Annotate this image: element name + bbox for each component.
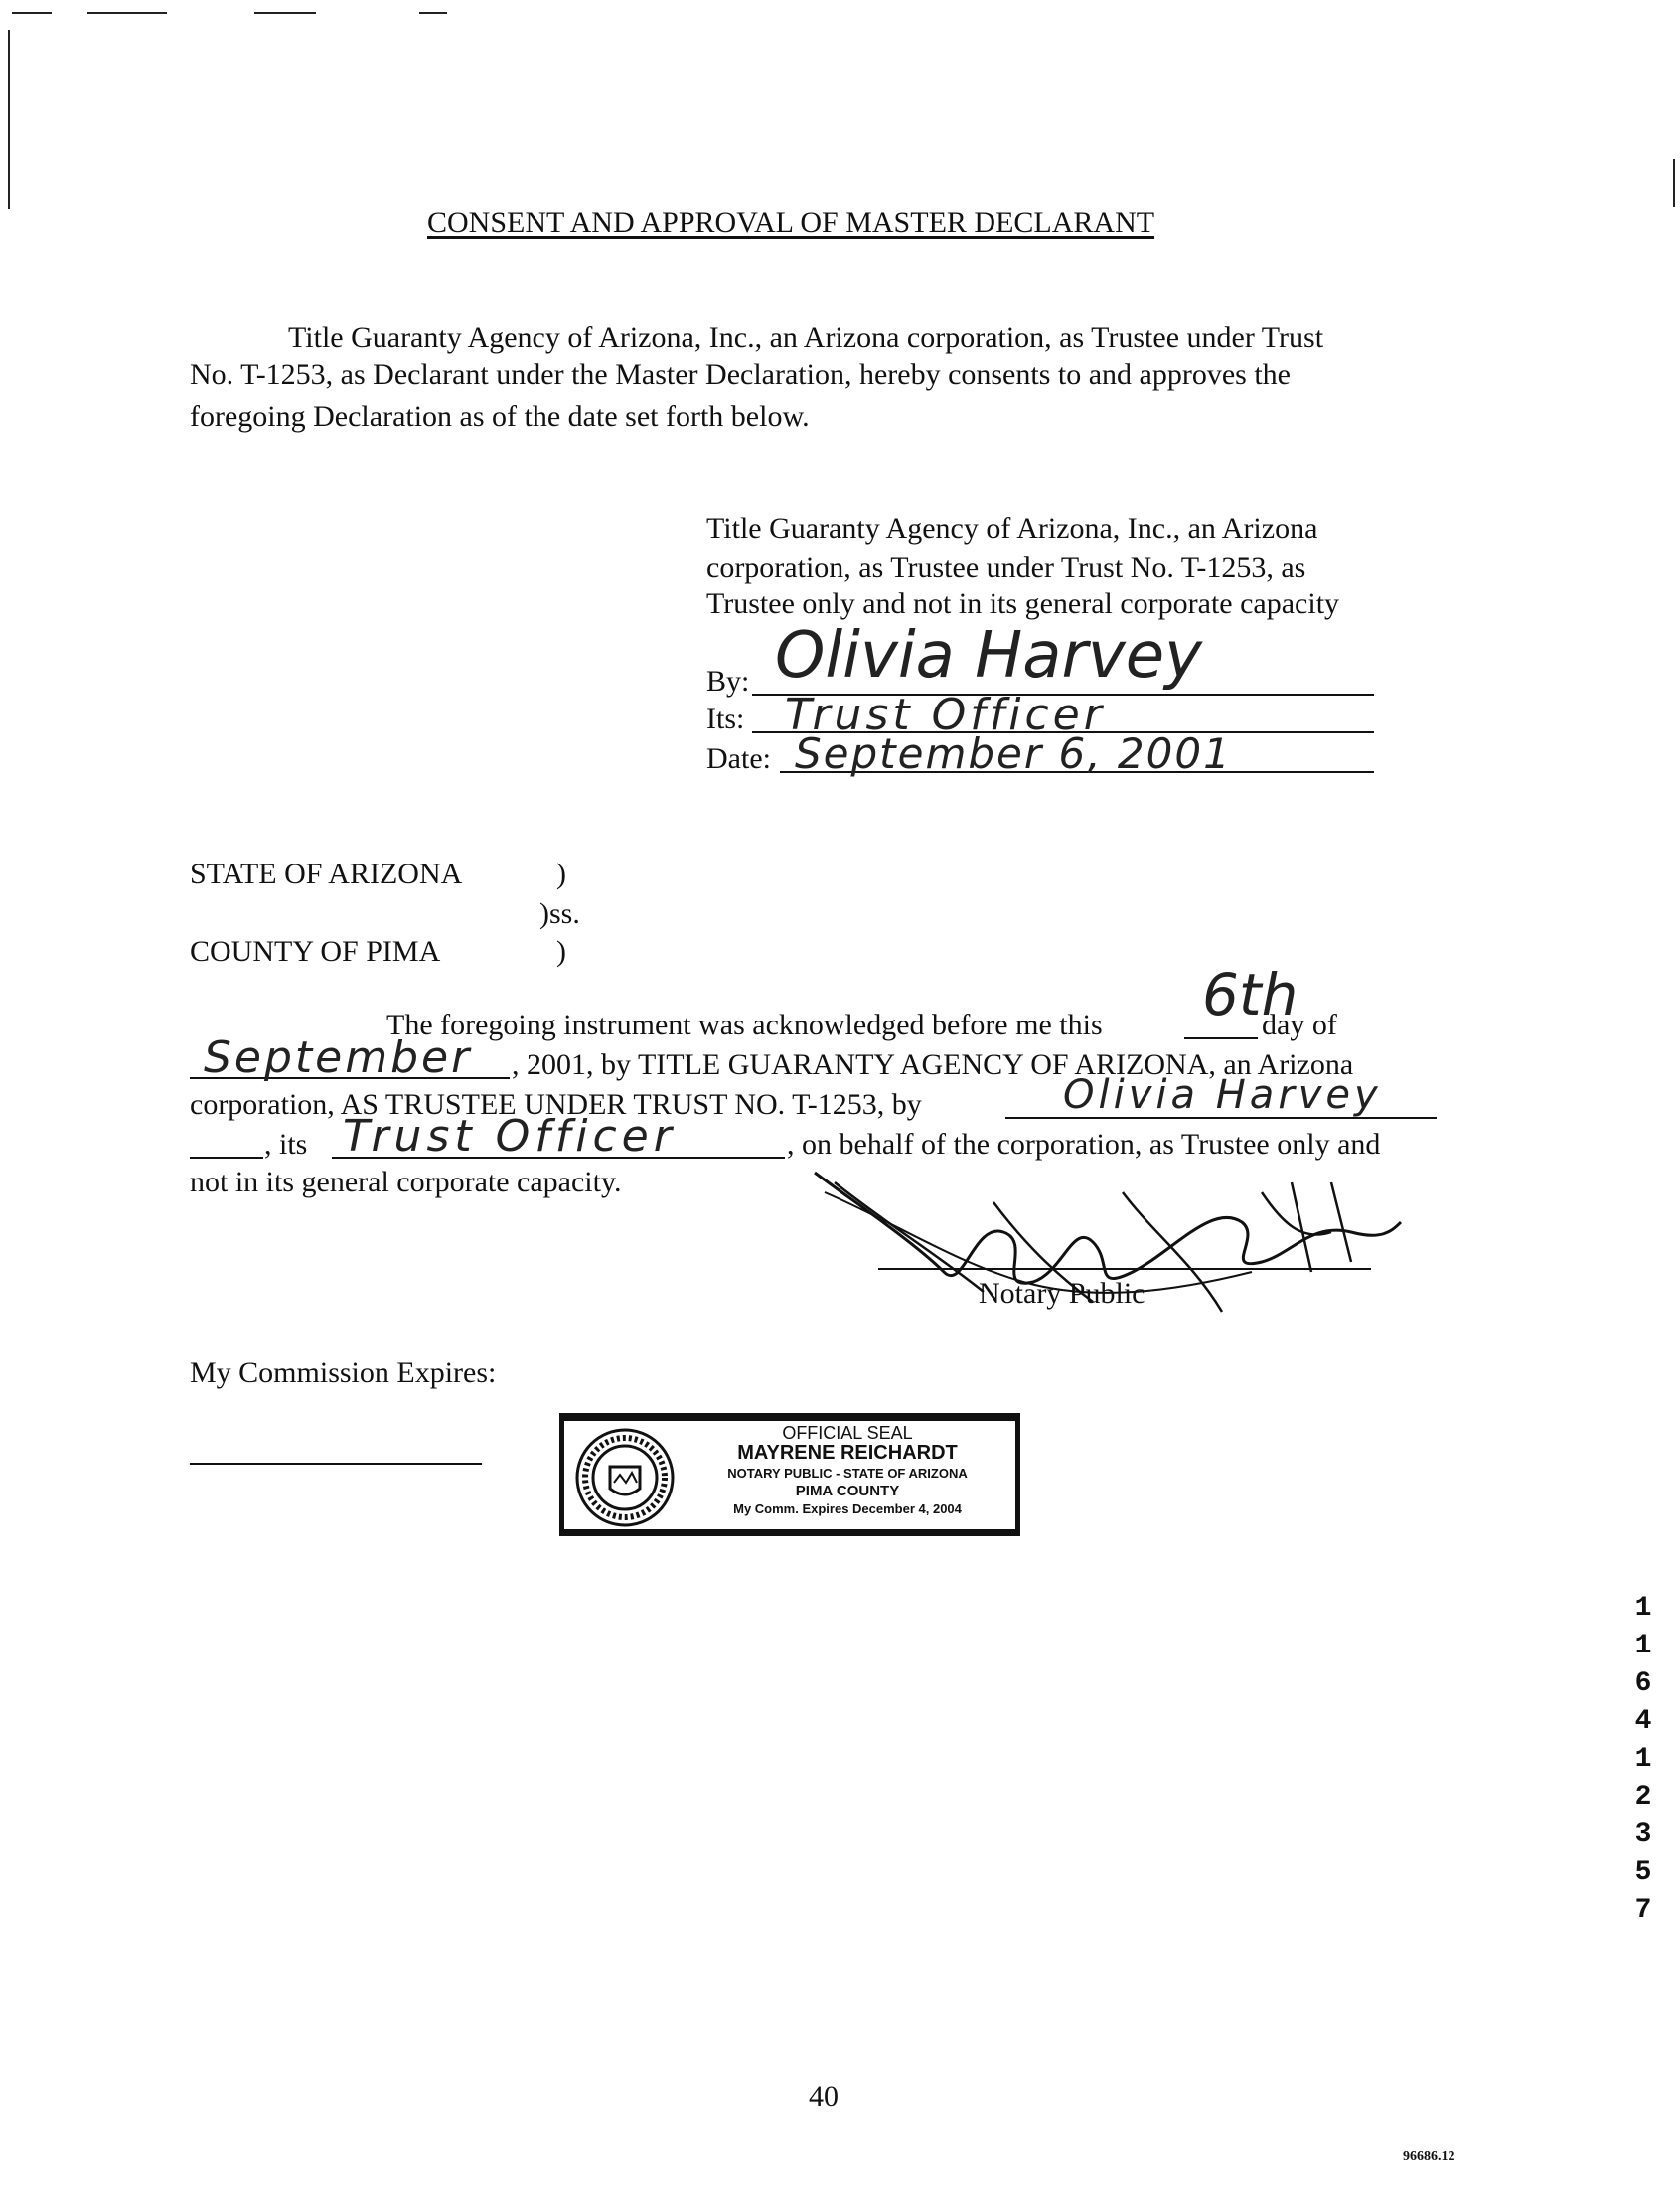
seal-line-5: My Comm. Expires December 4, 2004 <box>733 1501 962 1516</box>
venue-ss: )ss. <box>539 897 580 930</box>
scan-artifact <box>12 12 52 14</box>
intro-line-3: foregoing Declaration as of the date set forth below. <box>190 400 810 433</box>
ack-line-1a: The foregoing instrument was acknowledged before me this <box>386 1009 1103 1041</box>
notary-label: Notary Public <box>979 1277 1145 1310</box>
date-value: September 6, 2001 <box>795 729 1232 778</box>
venue-county: COUNTY OF PIMA <box>190 935 441 968</box>
scan-artifact <box>254 12 316 14</box>
venue-state: STATE OF ARIZONA <box>190 858 463 890</box>
page-title: CONSENT AND APPROVAL OF MASTER DECLARANT <box>427 206 1155 238</box>
signatory-line-3: Trustee only and not in its general corporate capacity <box>706 587 1340 620</box>
signatory-line-1: Title Guaranty Agency of Arizona, Inc., an Arizona <box>706 512 1318 545</box>
seal-line-3: NOTARY PUBLIC - STATE OF ARIZONA <box>727 1466 968 1481</box>
document-id: 96686.12 <box>1403 2149 1455 2164</box>
ack-name-value: Olivia Harvey <box>1063 1072 1382 1118</box>
its-label: Its: <box>706 703 745 735</box>
commission-label: My Commission Expires: <box>190 1356 497 1389</box>
intro-line-2: No. T-1253, as Declarant under the Master Declaration, hereby consents to and approves the <box>190 358 1291 391</box>
ack-day-value: 6th <box>1202 961 1298 1028</box>
notary-signature-line <box>878 1268 1371 1270</box>
ack-title-value: Trust Officer <box>343 1111 677 1162</box>
page-number: 40 <box>809 2080 839 2113</box>
seal-line-2: MAYRENE REICHARDT <box>737 1442 958 1464</box>
scan-artifact <box>1673 159 1675 207</box>
its-value: Trust Officer <box>785 690 1106 740</box>
ack-name-continue-line <box>190 1157 263 1159</box>
commission-date-line <box>190 1463 482 1465</box>
scan-artifact <box>419 12 447 14</box>
venue-paren-1: ) <box>556 858 566 890</box>
signatory-line-2: corporation, as Trustee under Trust No. T-1253, as <box>706 551 1306 584</box>
ack-month-value: September <box>204 1032 473 1083</box>
ack-line-3: corporation, AS TRUSTEE UNDER TRUST NO. T-1253, by <box>190 1088 922 1121</box>
by-label: By: <box>706 665 750 698</box>
margin-recording-number: 1 1 6 4 1 2 3 5 7 <box>1634 1593 1652 1926</box>
intro-line-1: Title Guaranty Agency of Arizona, Inc., an Arizona corporation, as Trustee under Trust <box>288 321 1324 354</box>
seal-line-4: PIMA COUNTY <box>795 1483 900 1499</box>
ack-line-1b: day of <box>1262 1009 1337 1041</box>
state-seal-emblem <box>574 1427 676 1528</box>
scan-artifact <box>87 12 167 14</box>
ack-line-4b: , on behalf of the corporation, as Trustee only and <box>787 1128 1381 1161</box>
by-signature: Olivia Harvey <box>775 619 1202 693</box>
ack-line-2: , 2001, by TITLE GUARANTY AGENCY OF ARIZONA, an Arizona <box>512 1048 1354 1081</box>
ack-line-5: not in its general corporate capacity. <box>190 1166 622 1198</box>
scan-artifact <box>8 30 10 209</box>
ack-line-4a: , its <box>264 1128 308 1161</box>
official-seal-stamp <box>559 1413 1020 1536</box>
ack-day-line <box>1184 1037 1258 1039</box>
date-label: Date: <box>706 742 771 775</box>
seal-line-1: OFFICIAL SEAL <box>782 1423 913 1443</box>
venue-paren-2: ) <box>556 935 566 968</box>
